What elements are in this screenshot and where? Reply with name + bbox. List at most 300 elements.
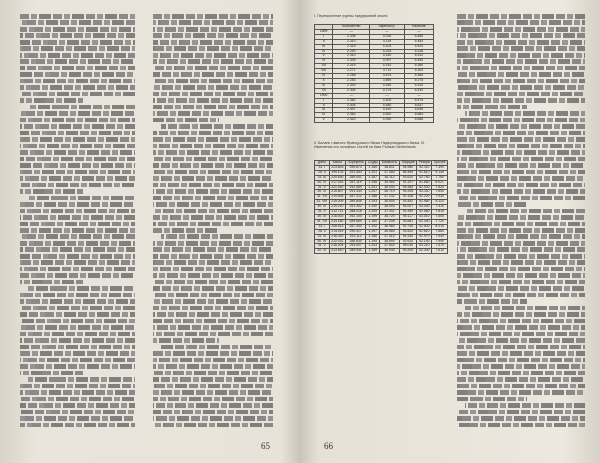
table-cell: 92.740 [399, 224, 417, 229]
table-cell: 31. I [315, 165, 330, 170]
table-cell: 3.712 [370, 69, 405, 74]
text-line [465, 209, 585, 214]
table-cell: 5.575 [404, 98, 433, 103]
text-line [153, 247, 273, 252]
table-cell: 289.541 [345, 249, 365, 254]
text-line [457, 286, 585, 291]
text-line [153, 144, 273, 149]
table-cell: II [315, 103, 333, 108]
text-line [457, 46, 585, 51]
table-cell: 95.010 [399, 244, 417, 249]
text-line [457, 215, 585, 220]
table-cell: 28. II [315, 229, 330, 234]
table-cell: 8.010 [432, 224, 448, 229]
table-cell: — [370, 93, 405, 98]
text-line [457, 163, 585, 168]
text-line [153, 332, 273, 337]
text-line [153, 267, 273, 272]
table-cell: — [333, 29, 370, 34]
table-cell: 36.930 [380, 249, 399, 254]
table-header-cell: Резерв [418, 160, 430, 164]
table-cell: 30. VI [315, 190, 330, 195]
text-line [20, 293, 135, 298]
text-line [153, 14, 273, 19]
table2-container [314, 160, 448, 254]
text-line [20, 351, 135, 356]
text-line [153, 85, 273, 90]
text-line [153, 215, 273, 220]
table-cell: 5.450 [404, 59, 433, 64]
table-cell: 218.402 [329, 214, 345, 219]
text-line [20, 202, 135, 207]
text-line [457, 267, 585, 272]
text-line [153, 364, 273, 369]
table-cell: 287.340 [345, 224, 365, 229]
table-cell: 214.180 [329, 219, 345, 224]
table-cell: 31. VII [315, 195, 330, 200]
text-line [457, 66, 585, 71]
text-line [20, 183, 135, 188]
table-cell: 219.508 [329, 195, 345, 200]
table-cell: 1.192 [366, 224, 380, 229]
table-cell: 290.417 [345, 229, 365, 234]
text-line [20, 332, 135, 337]
table2-caption: II. Баланс главного Французского банка Нидерландского банка, III. Изменения его основных статей на базе Parisian Netherlands [314, 141, 426, 150]
table-cell: 2.305 [333, 59, 370, 64]
table-cell: 2.315 [333, 44, 370, 49]
table-cell: 217.431 [329, 180, 345, 185]
table-cell: 5.318 [404, 49, 433, 54]
table-cell: 1.180 [366, 165, 380, 170]
table-cell: 213.810 [329, 249, 345, 254]
table-cell: 199.103 [329, 170, 345, 175]
table1-container [314, 24, 434, 123]
text-line [20, 358, 135, 363]
table-cell: 1899 [315, 29, 333, 34]
text-line [457, 202, 527, 207]
table-cell: 5.512 [404, 54, 433, 59]
table-cell: 36.710 [380, 190, 399, 195]
text-line [153, 397, 273, 402]
text-line [153, 72, 273, 77]
table-cell: 93.520 [399, 229, 417, 234]
table-cell: 37.142 [380, 195, 399, 200]
table-cell: 93.610 [399, 175, 417, 180]
text-line [20, 423, 135, 428]
table-cell: 4.097 [370, 59, 405, 64]
table-cell: 1.209 [366, 210, 380, 215]
text-line [20, 20, 135, 25]
text-line [20, 150, 135, 155]
text-line [153, 111, 273, 116]
table-cell: 37.602 [380, 244, 399, 249]
text-line [457, 157, 585, 162]
table-cell: 30. IX [315, 205, 330, 210]
table-cell: 5.684 [404, 113, 433, 118]
table-cell: 31. V [315, 185, 330, 190]
table-cell: 287.119 [345, 180, 365, 185]
text-line [457, 85, 585, 90]
text-line [20, 33, 135, 38]
text-line [457, 390, 585, 395]
table-cell: 1.187 [366, 175, 380, 180]
text-line [457, 416, 585, 421]
text-line [20, 319, 135, 324]
text-line [153, 176, 273, 181]
text-line [153, 40, 273, 45]
text-line [457, 118, 585, 123]
table-cell: 293.007 [345, 244, 365, 249]
text-line [457, 384, 585, 389]
table-cell: 220.630 [329, 175, 345, 180]
text-line [20, 176, 135, 181]
table-cell: 51.810 [417, 170, 432, 175]
text-line [20, 124, 135, 129]
table-cell: 223.603 [329, 165, 345, 170]
table-cell: 1.201 [366, 170, 380, 175]
table-cell: V [315, 118, 333, 123]
text-line [20, 338, 135, 343]
table-cell: 2.310 [333, 39, 370, 44]
text-line [457, 364, 585, 369]
table-cell: IX [315, 74, 333, 79]
text-line [457, 247, 585, 252]
table-cell: 52.140 [417, 239, 432, 244]
text-line [20, 364, 135, 369]
text-line [153, 46, 273, 51]
table-header-cell: Портфель [345, 161, 365, 166]
text-line [20, 92, 135, 97]
table-cell: 7.390 [432, 165, 448, 170]
table-row [315, 118, 434, 123]
table-cell: 4.103 [370, 44, 405, 49]
table-header-cell: Наличие [404, 25, 433, 30]
table-cell: 208.513 [329, 224, 345, 229]
table-cell: 52.110 [417, 165, 432, 170]
left-column-2 [153, 14, 273, 434]
table-cell: 287.212 [345, 195, 365, 200]
table-cell: 5.480 [404, 34, 433, 39]
table-cell: 1.193 [366, 200, 380, 205]
table-cell: 93.452 [399, 200, 417, 205]
text-line [153, 358, 273, 363]
text-line [20, 137, 135, 142]
text-line [161, 345, 273, 350]
table-cell: 28. II [315, 170, 330, 175]
table-header-cell: Ссуды [367, 160, 378, 164]
text-line [457, 176, 585, 181]
table-cell: 7.605 [432, 214, 448, 219]
table1-caption: I. Перечисление группы предприятий опыта [314, 14, 388, 18]
table-cell: III [315, 108, 333, 113]
table-cell: 36.560 [380, 229, 399, 234]
text-line [20, 371, 83, 376]
text-line [20, 306, 135, 311]
table-cell: 288.830 [345, 239, 365, 244]
text-line [20, 273, 135, 278]
text-line [20, 215, 135, 220]
text-line [457, 299, 527, 304]
text-line [153, 183, 273, 188]
text-line [457, 53, 585, 58]
text-line [20, 144, 135, 149]
table-cell: 92.390 [399, 210, 417, 215]
table-cell: 93.881 [399, 219, 417, 224]
text-line [153, 286, 273, 291]
table-cell: 30. IV [315, 239, 330, 244]
table-cell: 1.180 [366, 219, 380, 224]
text-line [20, 410, 135, 415]
text-line [457, 33, 585, 38]
text-line [153, 209, 273, 214]
table-cell: 36.811 [380, 165, 399, 170]
text-line [457, 137, 585, 142]
table-cell: 218.204 [329, 244, 345, 249]
text-line [20, 384, 135, 389]
table-cell: 31. X [315, 210, 330, 215]
text-line [153, 189, 273, 194]
table-cell: 7.720 [432, 219, 448, 224]
table-cell: 36.604 [380, 200, 399, 205]
table-cell: XII [315, 88, 333, 93]
text-line [465, 403, 585, 408]
table-cell: 5.483 [404, 39, 433, 44]
table-cell: 53.210 [417, 244, 432, 249]
text-line [20, 53, 135, 58]
text-line [153, 403, 273, 408]
text-line [153, 416, 273, 421]
table2 [314, 160, 448, 254]
text-line [153, 241, 273, 246]
table-cell: 1.207 [366, 190, 380, 195]
table-header-cell: Текущие [399, 161, 417, 166]
table-cell: 94.007 [399, 205, 417, 210]
table-cell: 93.205 [399, 249, 417, 254]
text-line [153, 33, 273, 38]
text-line [153, 105, 273, 110]
table-cell: 1900 [315, 93, 333, 98]
text-line [153, 137, 273, 142]
table-cell: 53.010 [417, 214, 432, 219]
text-line [457, 345, 585, 350]
text-line [457, 397, 527, 402]
text-line [20, 72, 135, 77]
text-line [457, 14, 585, 19]
table-cell: 51.830 [417, 224, 432, 229]
table-cell: 212.031 [329, 239, 345, 244]
table-cell: 30. XI [315, 214, 330, 219]
table-cell: 4.016 [370, 34, 405, 39]
text-line [153, 254, 273, 259]
table-cell: 52.780 [417, 175, 432, 180]
table-cell: 1.194 [366, 239, 380, 244]
text-line [153, 338, 219, 343]
text-line [153, 59, 273, 64]
table-cell: 5.420 [404, 44, 433, 49]
text-line [153, 377, 273, 382]
table-cell: 2.319 [333, 64, 370, 69]
text-line [28, 286, 135, 291]
table-cell: 52.610 [417, 229, 432, 234]
text-line [153, 319, 273, 324]
table-cell: 1.188 [366, 195, 380, 200]
text-line [457, 234, 585, 239]
table-cell: 52.970 [417, 234, 432, 239]
page-number-right: 66 [324, 441, 333, 451]
text-line [20, 241, 135, 246]
table-cell: 219.210 [329, 205, 345, 210]
table-cell: 53.040 [417, 205, 432, 210]
table-cell: 37.208 [380, 219, 399, 224]
table-cell: 7.470 [432, 244, 448, 249]
table-cell: 7.520 [432, 185, 448, 190]
table-cell: 2.300 [333, 83, 370, 88]
table-cell: 1.203 [366, 244, 380, 249]
table-cell: 214.019 [329, 229, 345, 234]
text-line [20, 157, 135, 162]
table-cell: — [404, 93, 433, 98]
table-cell: 2.308 [333, 34, 370, 39]
table-header-cell: Касса [329, 161, 345, 166]
text-line [20, 280, 83, 285]
table-cell: — [370, 29, 405, 34]
table-header-cell: Даты [315, 161, 330, 166]
text-line [20, 403, 135, 408]
table-cell: 30. VI [315, 249, 330, 254]
table-cell: 92.108 [399, 195, 417, 200]
text-line [153, 98, 273, 103]
text-line [457, 293, 585, 298]
table-cell: 4.150 [370, 83, 405, 88]
table-cell: 1.197 [366, 229, 380, 234]
table-cell: 7.780 [432, 175, 448, 180]
table-cell: 4.152 [370, 64, 405, 69]
table-cell: VI [315, 59, 333, 64]
table-cell: VII [315, 64, 333, 69]
text-line [457, 319, 585, 324]
table-cell: 5.365 [404, 74, 433, 79]
table-cell: 36.980 [380, 224, 399, 229]
table-cell: 4.480 [370, 103, 405, 108]
table-cell: 4.150 [370, 54, 405, 59]
table-cell: 7.540 [432, 234, 448, 239]
text-line [153, 384, 273, 389]
table-cell: 5.637 [404, 103, 433, 108]
table-cell: 292.104 [345, 214, 365, 219]
table-cell: 53.110 [417, 190, 432, 195]
text-line [153, 312, 273, 317]
text-line [20, 163, 135, 168]
table-cell: 86.450 [399, 170, 417, 175]
text-line [20, 85, 135, 90]
table-cell: 2.447 [333, 108, 370, 113]
text-line [153, 27, 273, 32]
text-line [153, 293, 273, 298]
table-cell: 215.009 [329, 200, 345, 205]
text-line [457, 183, 585, 188]
text-line [457, 325, 585, 330]
text-line [153, 410, 273, 415]
table-cell: 37.410 [380, 234, 399, 239]
table-cell: 288.018 [345, 210, 365, 215]
table-cell: 5.686 [404, 118, 433, 123]
text-line [20, 234, 135, 239]
text-line [153, 92, 273, 97]
table-cell: 52.300 [417, 249, 432, 254]
text-line [457, 131, 585, 136]
text-line [20, 312, 135, 317]
table-header-cell: Банкноты [380, 161, 399, 166]
text-line [20, 390, 135, 395]
table-cell: — [404, 29, 433, 34]
table-cell: III [315, 44, 333, 49]
text-line [457, 20, 585, 25]
table-row [315, 249, 448, 254]
table-cell: 31. XII [315, 219, 330, 224]
table-cell: 7.810 [432, 249, 448, 254]
table-cell: 4.115 [370, 39, 405, 44]
text-line [20, 260, 135, 265]
table-cell: VIII [315, 69, 333, 74]
table-cell: 51.660 [417, 180, 432, 185]
table-cell: 2.420 [333, 118, 370, 123]
table-cell: 7.815 [432, 210, 448, 215]
right-column-1 [457, 14, 585, 434]
text-line [457, 59, 585, 64]
text-line [457, 105, 527, 110]
text-line [457, 170, 585, 175]
table1 [314, 24, 434, 123]
text-line [20, 267, 135, 272]
table-cell: 36.720 [380, 214, 399, 219]
table-cell: 7.410 [432, 205, 448, 210]
table-cell: 4.510 [370, 108, 405, 113]
text-line [457, 371, 585, 376]
table-cell: 4.275 [370, 88, 405, 93]
text-line [161, 124, 273, 129]
table-cell: 212.711 [329, 210, 345, 215]
text-line [20, 397, 135, 402]
text-line [153, 228, 219, 233]
text-line [153, 157, 273, 162]
text-line [20, 59, 135, 64]
table-cell: 31. III [315, 234, 330, 239]
table-cell: 290.874 [345, 165, 365, 170]
table-cell: 3.675 [370, 74, 405, 79]
text-line [457, 189, 585, 194]
text-line [457, 241, 585, 246]
text-line [457, 228, 585, 233]
table-cell: 2.271 [333, 69, 370, 74]
table-cell: 2.304 [333, 88, 370, 93]
table-header-cell: Зарегистр. [370, 25, 405, 30]
text-line [20, 228, 135, 233]
table-cell: 31. V [315, 244, 330, 249]
table-cell: 291.334 [345, 190, 365, 195]
table-cell: 1.186 [366, 234, 380, 239]
text-line [457, 358, 585, 363]
table-cell: 1.198 [366, 180, 380, 185]
text-line [153, 273, 273, 278]
table-cell: I [315, 34, 333, 39]
text-line [20, 170, 135, 175]
table-cell: 216.320 [329, 234, 345, 239]
text-line [153, 20, 273, 25]
text-line [153, 170, 273, 175]
text-line [457, 196, 585, 201]
table-cell: 52.930 [417, 185, 432, 190]
text-line [20, 209, 135, 214]
